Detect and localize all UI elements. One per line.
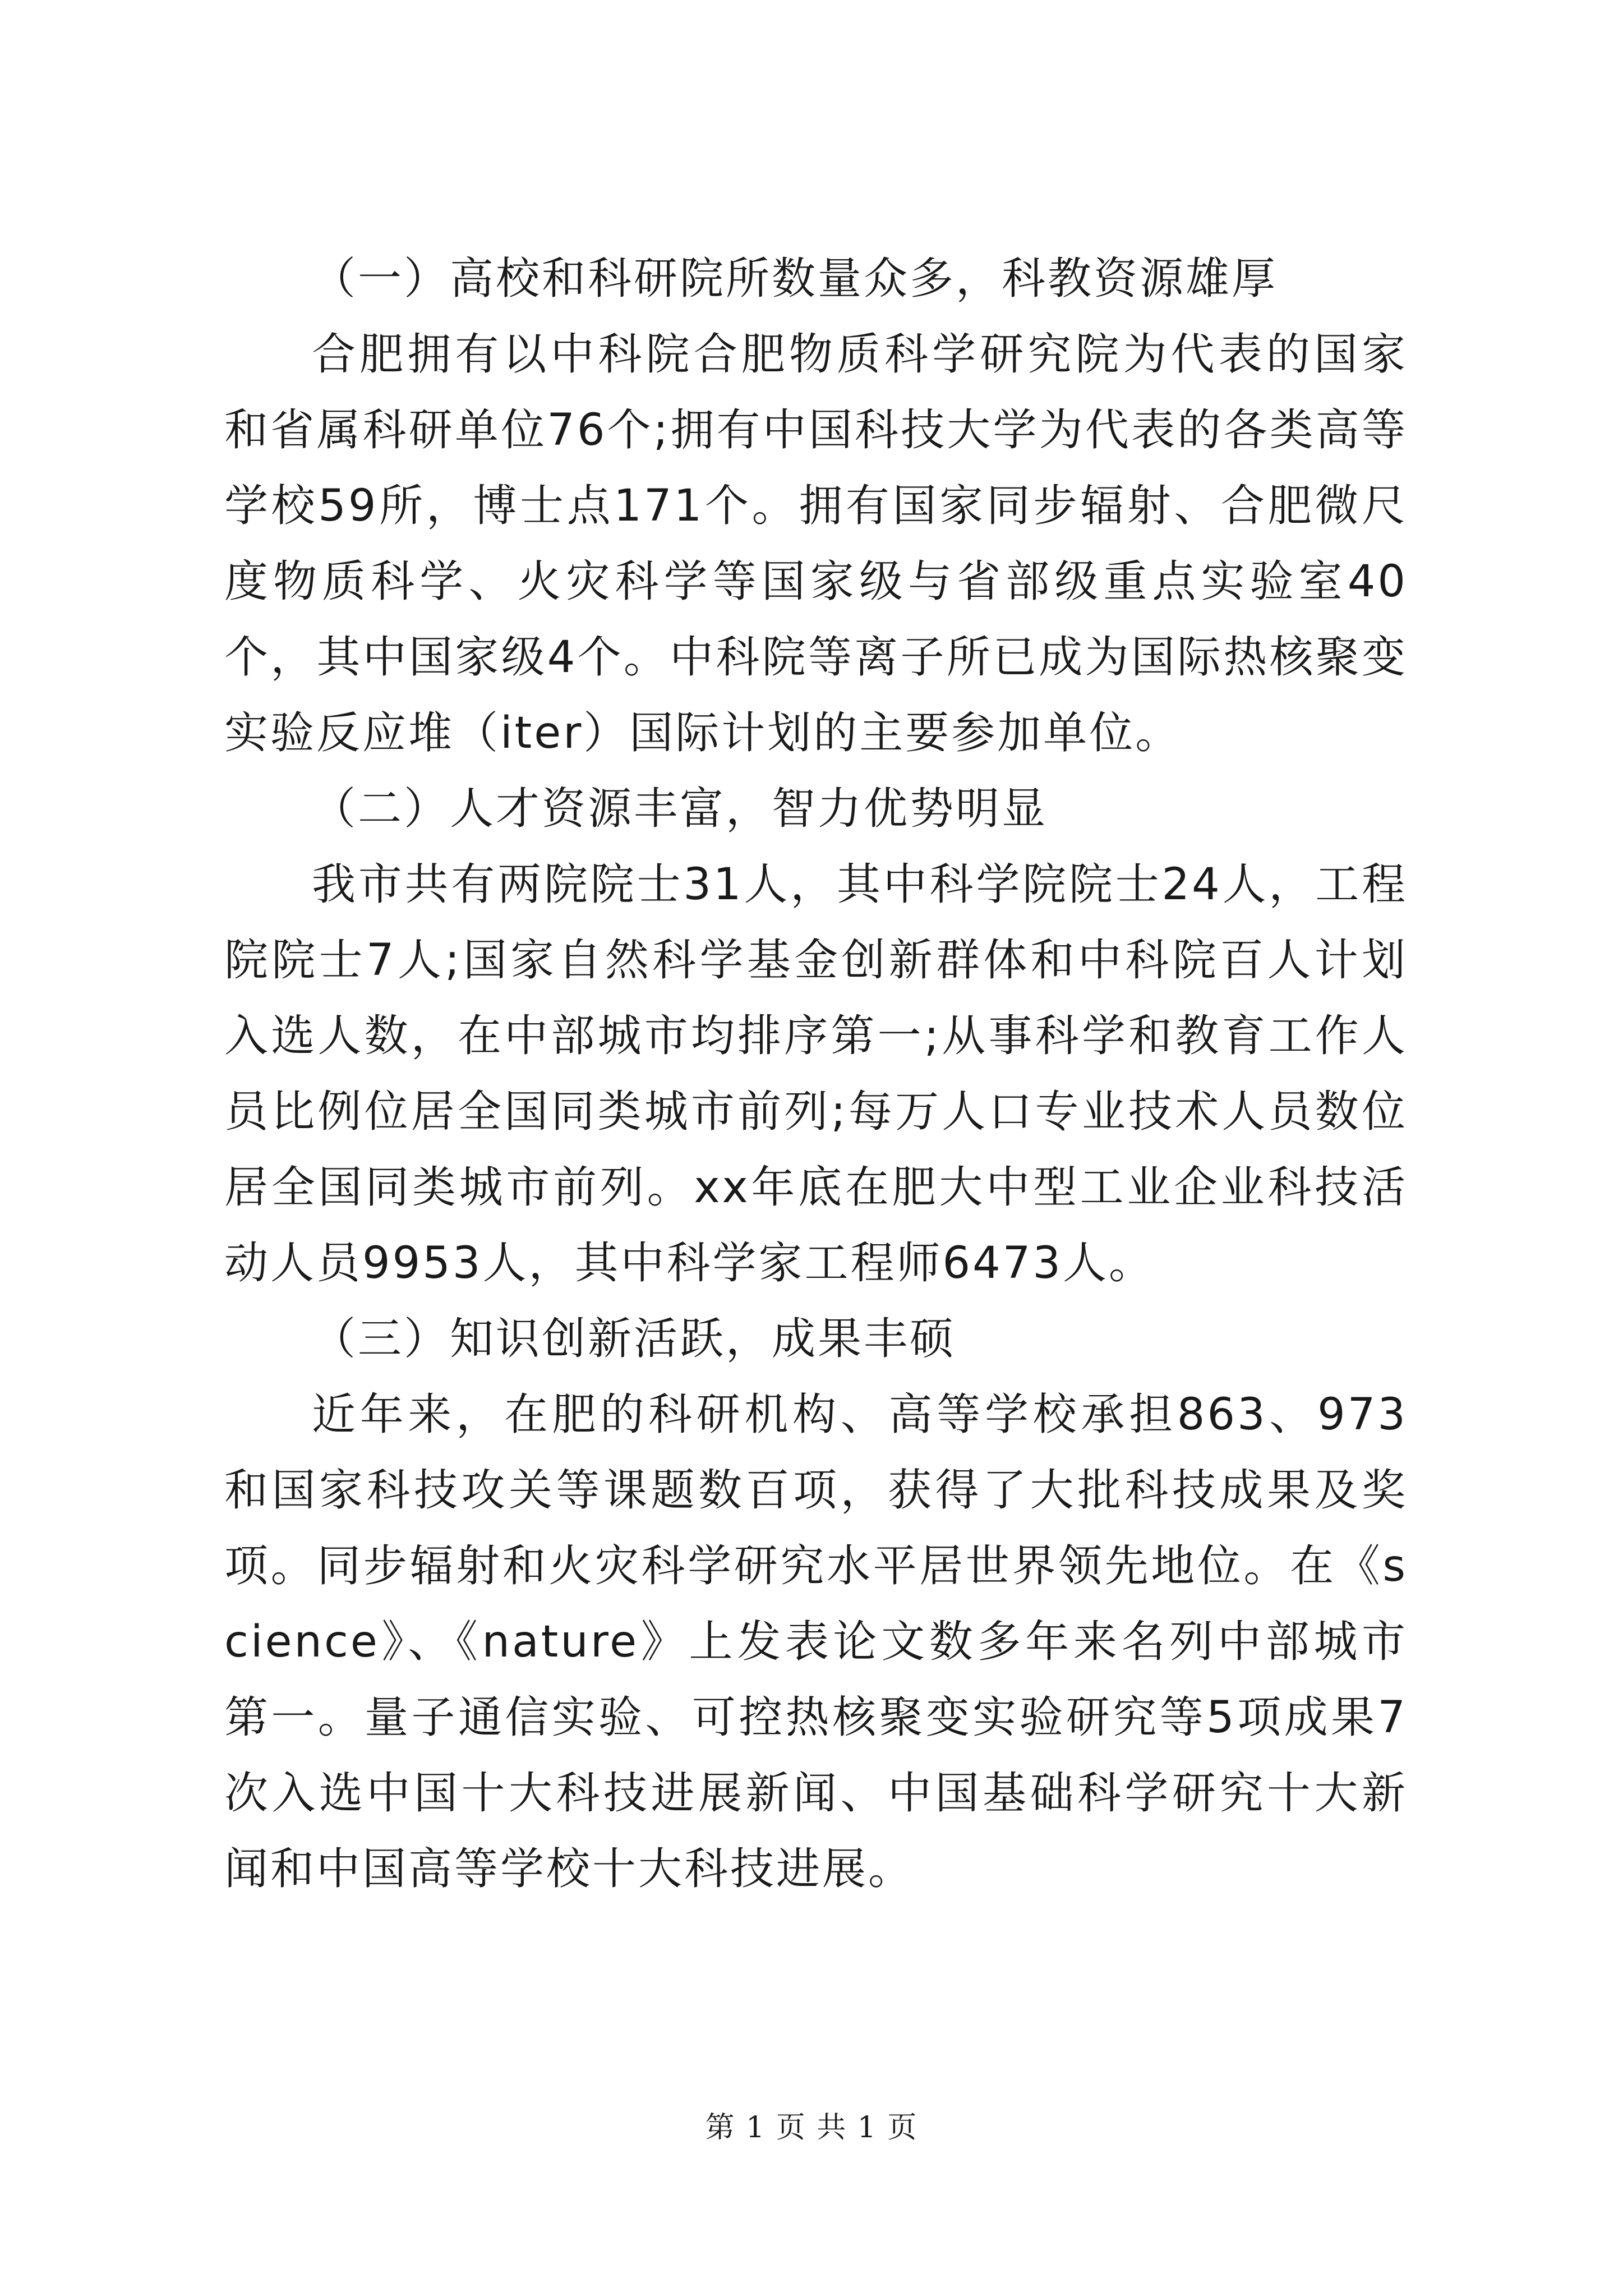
page-number-footer: 第 1 页 共 1 页	[705, 2111, 918, 2145]
section-heading-3: （三）知识创新活跃，成果丰硕	[312, 1314, 956, 1364]
document-body	[224, 241, 1408, 1907]
section-paragraph-1: 合肥拥有以中科院合肥物质科学研究院为代表的国家和省属科研单位76个;拥有中国科技大学为代表的各类高等学校59所，博士点171个。拥有国家同步辐射、合肥微尺度物质科学、火灾科学等国家级与省部级重点实验室40个，其中国家级4个。中科院等离子所已成为国际热核聚变实验反应堆（iter）国际计划的主要参加单位。	[224, 329, 1408, 758]
section-heading-2: （二）人才资源丰富，智力优势明显	[312, 784, 1048, 834]
section-paragraph-2: 我市共有两院院士31人，其中科学院院士24人，工程院院士7人;国家自然科学基金创新群体和中科院百人计划入选人数，在中部城市均排序第一;从事科学和教育工作人员比例位居全国同类城市前列;每万人口专业技术人员数位居全国同类城市前列。xx年底在肥大中型工业企业科技活动人员9953人，其中科学家工程师6473人。	[224, 859, 1408, 1289]
section-paragraph-3: 近年来，在肥的科研机构、高等学校承担863、973和国家科技攻关等课题数百项，获得了大批科技成果及奖项。同步辐射和火灾科学研究水平居世界领先地位。在《science》、《nature》上发表论文数多年来名列中部城市第一。量子通信实验、可控热核聚变实验研究等5项成果7次入选中国十大科技进展新闻、中国基础科学研究十大新闻和中国高等学校十大科技进展。	[224, 1389, 1408, 1894]
section-heading-1: （一）高校和科研院所数量众多，科教资源雄厚	[312, 254, 1278, 304]
